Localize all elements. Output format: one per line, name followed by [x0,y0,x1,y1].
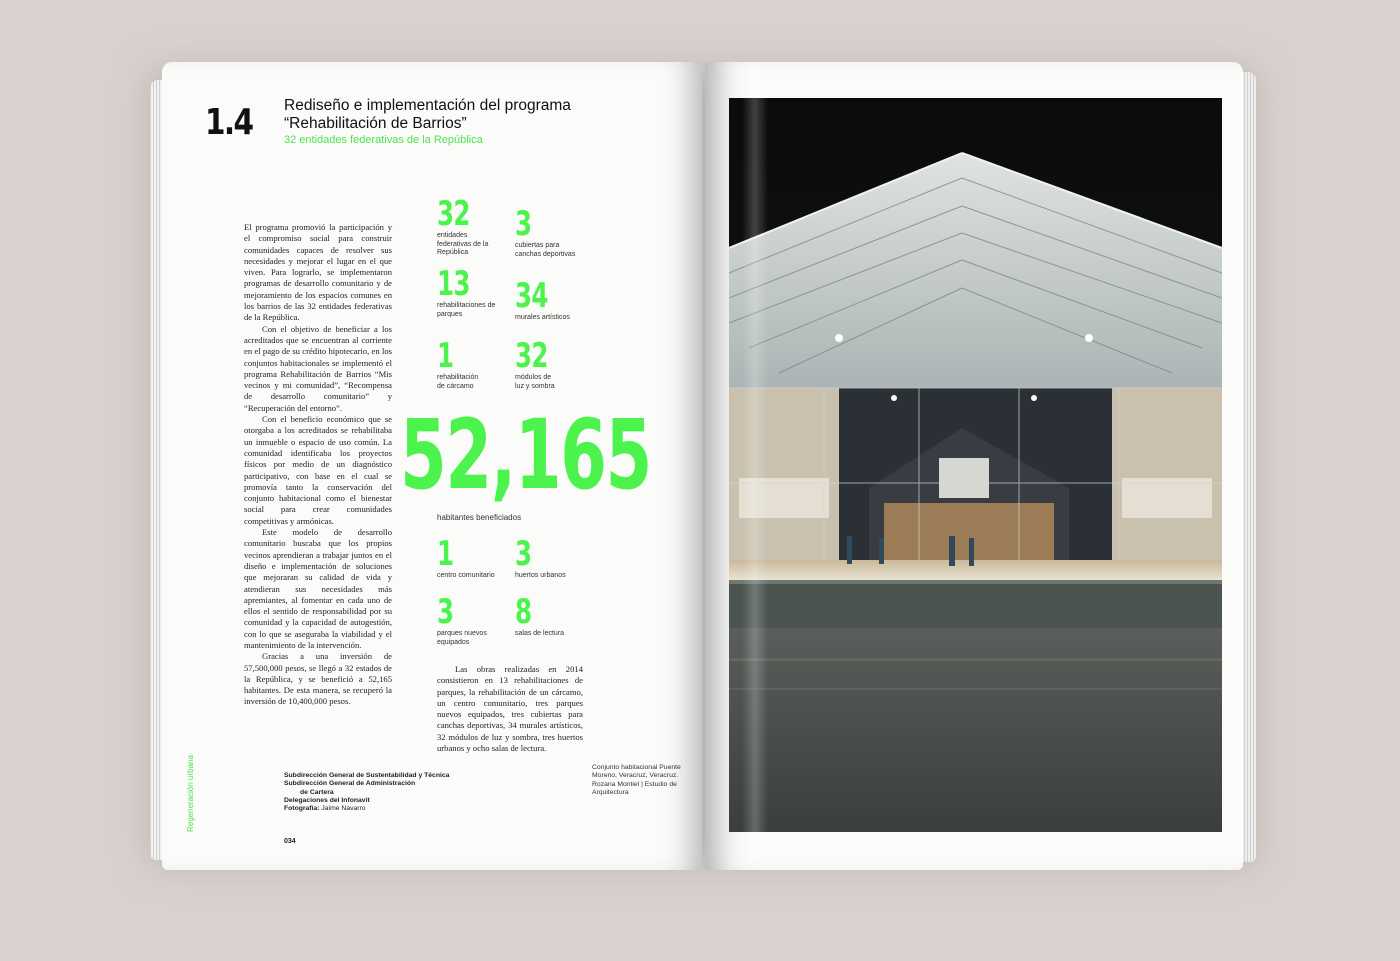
body-paragraph: Gracias a una inversión de 57,500,000 pesos, se llegó a 32 estados de la República, y se benefició a 52,165 habitantes. De esta manera, se recuperó la inversión de 10,400,000 pesos. [244,651,392,707]
credit-line: de Cartera [300,788,334,796]
stat-value: 1 [437,534,454,574]
credits [284,772,449,813]
stat-modulos [515,338,560,391]
stat-value: 32 [515,336,548,376]
stat-label: huertos urbanos [515,572,566,579]
photo-credit-label: Fotografía: [284,805,320,813]
photographer-name: Jaime Navarro [321,805,366,813]
stat-salas [515,594,587,639]
stat-label: rehabilitaciones de parques [437,302,496,318]
title-line-1: Rediseño e implementación del programa [284,97,571,114]
body-paragraph: Con el objetivo de beneficiar a los acreditados que se encuentran al corriente en el pago de su crédito hipotecario, en los conjuntos habitacionales se implementó el programa Rehabilitación de Barrios “Mis vecinos y mi comunidad”, “Recompensa de desarrollo comunitario” y “Recuperación del entorno”. [244,323,392,413]
stat-label: murales artísticos [515,314,570,321]
stat-label: centro comunitario [437,572,495,579]
stat-label: cubiertas para canchas deportivas [515,242,576,258]
side-label-text: Regeneración urbana [186,755,195,832]
photo-sports-court [729,98,1222,832]
page-subtitle: 32 entidades federativas de la República [284,134,483,146]
page-gloss [742,64,768,868]
stat-value: 3 [515,534,532,574]
stat-label: rehabilitación de cárcamo [437,374,479,390]
stat-murales [515,278,587,323]
big-stat-label: habitantes beneficiados [437,513,522,522]
stat-centro [437,536,509,581]
page-title [284,97,584,133]
page-number: 034 [284,838,296,845]
stat-entidades [437,196,495,258]
stat-cubiertas [515,206,581,259]
credit-line: Subdirección General de Sustentabilidad y Técnica [284,772,450,779]
stat-value: 3 [515,204,532,244]
stat-value: 3 [437,592,454,632]
big-stat-value: 52,165 [400,399,651,511]
stat-value: 1 [437,336,454,376]
stat-value: 32 [437,194,470,234]
stat-parques [437,266,497,319]
credit-line: Subdirección General de Administración [284,780,416,788]
stat-value: 8 [515,592,532,632]
body-paragraph: El programa promovió la participación y el compromiso social para construir comunidades capaces de resolver sus necesidades y mejorar el lugar en el que viven. Para lograrlo, se implementaron programas de desarrollo comunitario y de mejoramiento de los espacios comunes en los barrios de las 32 entidades federativas de la República. [244,222,392,323]
stat-huertos [515,536,587,581]
section-side-label [186,755,196,942]
stat-carcamo [437,338,485,391]
stat-value: 13 [437,264,470,304]
section-number: 1.4 [205,102,253,143]
photo-illustration [729,98,1222,832]
credit-line: Delegaciones del Infonavit [284,796,370,804]
stat-value: 34 [515,276,548,316]
photo-caption: Conjunto habitacional Puente Moreno, Veracruz, Veracruz. Rozana Montiel | Estudio de Arquitectura [592,764,681,796]
body-paragraph: Este modelo de desarrollo comunitario buscaba que los propios vecinos aprendieran a trabajar juntos en el diseño e implementación de soluciones que mejoraran su calidad de vida y atendieran sus necesidades más apremiantes, al fomentar en cada uno de ellos el sentido de responsabilidad por su comunidad y la capacidad de autogestión, con lo que se aseguraba la viabilidad y el mantenimiento de la intervención. [244,527,392,650]
stat-parques-nuevos [437,594,487,647]
stat-label: entidades federativas de la República [437,232,489,257]
title-line-2: “Rehabilitación de Barrios” [284,115,467,132]
summary-text: Las obras realizadas en 2014 consistieron en 13 rehabilitaciones de parques, la rehabilitación de un cárcamo, un centro comunitario, tres parques nuevos equipados, tres cubiertas para canchas deportivas, 34 murales artísticos, 32 módulos de luz y sombra, tres huertos urbanos y ocho salas de lectura. [437,664,583,754]
stat-label: módulos de luz y sombra [515,374,555,390]
stat-label: parques nuevos equipados [437,630,487,646]
stat-label: salas de lectura [515,630,565,637]
body-text [244,222,392,708]
body-paragraph: Con el beneficio económico que se otorgaba a los acreditados se rehabilitaba un inmueble o espacio de uso común. La comunidad identificaba los proyectos físicos por medio de un diagnóstico participativo, con base en el cual se promovía tanto la conservación del conjunto habitacional como el bienestar social para crear comunidades competitivas y armónicas. [244,414,392,526]
